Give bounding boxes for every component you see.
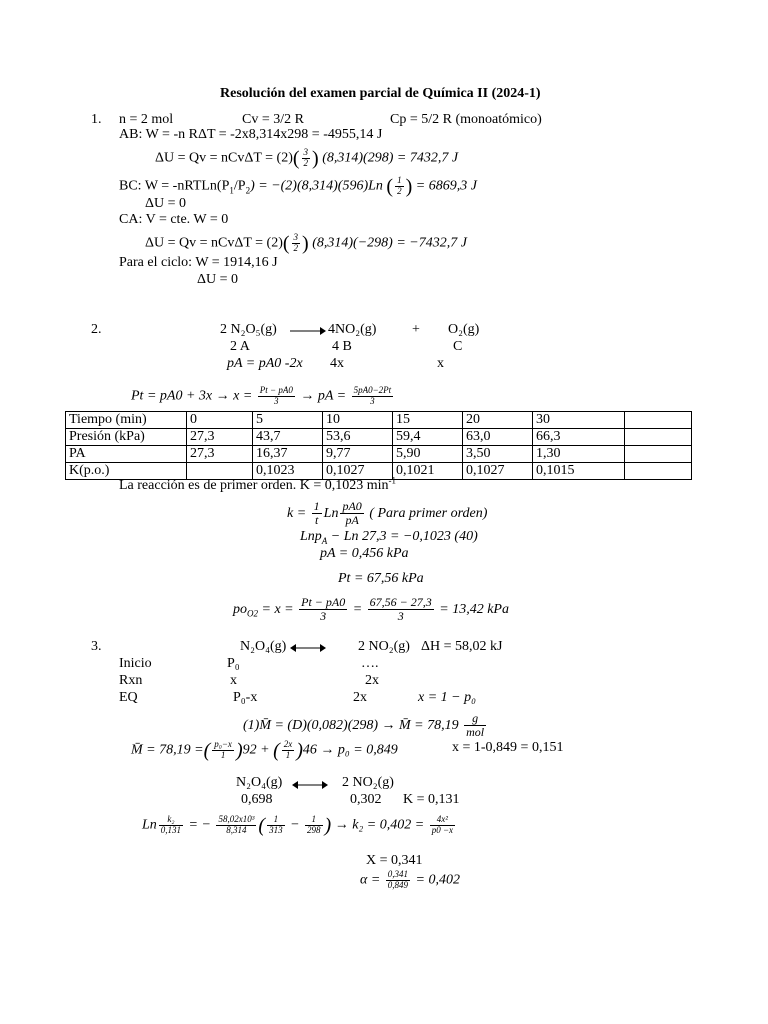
p2-po2-equation: $po_{O2} = x$ = $\frac{Pt - pA0}{3}$ = $\frac{67,56 - 27,3}{3}$ = 13,42 kPa [233,595,509,624]
p3-dots: …. [361,656,379,671]
p3-reactant: N₂O₄(g) [240,639,287,654]
p1-ca-internal-energy: ΔU = Qv = nCvΔT = (2)( $\frac{3}{2}$ ) (8,314)(−298) = −7432,7 J [145,232,467,255]
p2-label-a: 2 A [230,339,250,354]
table-cell: 0,1027 [463,463,533,480]
p1-ab-fraction: $\frac{3}{2}$ [303,147,309,168]
p3-eq-p: P₀-x [233,690,258,705]
table-cell: 0 [187,412,253,429]
p1-bc-fraction: $\frac{1}{2}$ [397,175,402,196]
p3-vh-fraction-2: $\frac{\text{58,02x10³}}{8,314}$ [218,814,255,835]
p2-ln-equation: Lnp$_A$ − Ln 27,3 = −0,1023 (40) [300,529,478,546]
p3-rxn-2x: 2x [365,673,379,688]
p3-x-result: x = 1-0,849 = 0,151 [452,740,564,755]
p3-vh-fraction-5: $\frac{\text{4x²}}{p0 -x}$ [431,814,454,835]
p2-k-fraction-2: $\frac{pA0}{pA}$ [342,499,362,528]
table-row [66,429,692,446]
p1-bc-work: BC: $W = -nRTLn(P_1/P_2) = -(2)(8,314)(596)Ln$ ( $\frac{1}{2}$ ) = 6869,3 J [119,175,477,198]
p2-pt-equation: Pt = pA0 + 3x → x = $\frac{Pt - pA0}{3}$ → pA = $\frac{5pA0-2Pt}{3}$ [131,385,392,406]
table-cell: 3,50 [463,446,533,463]
p3-row-eq: EQ [119,690,138,705]
table-row [66,446,692,463]
p3-eq2-arrow-icon [292,780,328,790]
table-cell: 66,3 [533,429,625,446]
problem-2-number: 2. [91,322,102,337]
table-cell: 0,1027 [323,463,393,480]
p1-cycle-work: Para el ciclo: W = 1914,16 J [119,255,278,270]
p2-pc-expression: x [437,356,444,371]
table-cell: 63,0 [463,429,533,446]
table-cell [625,412,692,429]
table-cell: 30 [533,412,625,429]
p2-po2-fraction-2: $\frac{67,56 - 27,3}{3}$ [369,595,432,624]
table-cell: PA [66,446,187,463]
p3-x2: X = 0,341 [366,853,423,868]
table-cell: 0,1023 [253,463,323,480]
p2-po2-fraction-1: $\frac{Pt - pA0}{3}$ [301,595,346,624]
table-cell: 27,3 [187,446,253,463]
table-cell: Tiempo (min) [66,412,187,429]
p3-vh-fraction-4: $\frac{1}{298}$ [307,814,321,835]
table-cell: 59,4 [393,429,463,446]
table-cell: 0,1015 [533,463,625,480]
p3-vh-fraction-1: $\frac{\text{k₂}}{0,131}$ [160,814,182,835]
problem-3-number: 3. [91,639,102,654]
p2-label-c: C [453,339,463,354]
p3-row-inicio: Inicio [119,656,152,671]
p2-conclusion: La reacción es de primer orden. K = 0,1023 $\min^{-1}$ [119,475,397,493]
p2-pt-result: Pt = 67,56 kPa [338,571,424,586]
p3-eq2-reactant: N₂O₄(g) [236,775,283,790]
p1-ca: CA: V = cte. W = 0 [119,212,229,227]
p2-product-no2: 4NO₂(g) [328,322,377,337]
page-title: Resolución del examen parcial de Química II (2024-1) [220,86,541,101]
p2-reaction-arrow-icon [290,326,326,336]
table-cell: 5 [253,412,323,429]
table-cell [625,429,692,446]
p3-unit-fraction: $\frac{g}{\text{mol}}$ [466,711,485,740]
p2-product-o2: O₂(g) [448,322,480,337]
table-cell: 9,77 [323,446,393,463]
p2-pb-expression: 4x [330,356,344,371]
p3-vant-hoff-eq: Ln $\frac{\text{k₂}}{0,131}$ = − $\frac{\text{58,02x10³}}{8,314}$ ( $\frac{1}{313}$ − $\frac{1}{298}$ ) → k₂ = 0,402 = $\frac{\text{4x²}}{p0 -x}$ [142,814,454,837]
table-header-row [66,412,692,429]
p3-row-rxn: Rxn [119,673,143,688]
table-cell: 15 [393,412,463,429]
table-cell: 0,1021 [393,463,463,480]
p3-product: 2 NO₂(g) [358,639,410,654]
table-cell: 43,7 [253,429,323,446]
p2-reactant: 2 N₂O₅(g) [220,322,277,337]
p3-vh-fraction-3: $\frac{1}{313}$ [269,814,283,835]
table-cell: K(p.o.) [66,463,187,480]
table-row [66,463,692,480]
p3-fraction-1: $\frac{\text{p₀−x}}{1}$ [214,739,232,760]
p3-enthalpy: ΔH = 58,02 kJ [421,639,503,654]
p1-ab-internal-energy: ΔU = Qv = nCvΔT = (2)( $\frac{3}{2}$ ) (8,314)(298) = 7432,7 J [155,147,459,170]
p3-eq-x: x = 1 − p₀ [418,690,476,705]
p1-ab-du-pre: ΔU = Qv = nCvΔT = (2) [155,150,293,166]
p2-pa-result: pA = 0,456 kPa [320,546,409,561]
table-cell: 20 [463,412,533,429]
p2-x-fraction: $\frac{Pt - pA0}{3}$ [259,385,293,406]
table-cell: 27,3 [187,429,253,446]
p3-alpha-eq: α = $\frac{0,341}{0,849}$ = 0,402 [360,869,460,890]
p2-plus: + [412,322,420,337]
p2-k-fraction-1: $\frac{1}{t}$ [313,499,320,528]
p3-fraction-2: $\frac{2x}{1}$ [283,739,293,760]
table-cell: 16,37 [253,446,323,463]
table-cell: 5,90 [393,446,463,463]
p3-p0: P₀ [227,656,240,671]
p3-molar-mass-eq: (1)M̄ = (D)(0,082)(298) → M̄ = 78,19 $\frac{g}{\text{mol}}$ [243,711,485,740]
p3-eq2-product: 2 NO₂(g) [342,775,394,790]
p1-bc-du: ΔU = 0 [145,196,187,211]
table-cell [625,463,692,480]
p3-eq2-value-2: 0,302 [350,792,382,807]
p1-cp: Cp = 5/2 R (monoatómico) [390,112,542,127]
table-cell [187,463,253,480]
p3-eq-2x: 2x [353,690,367,705]
p2-pa-expression: pA = pA0 -2x [227,356,303,371]
kinetics-table [65,411,692,480]
p1-moles: n = 2 mol [119,112,174,127]
table-cell: Presión (kPa) [66,429,187,446]
p1-ab-du-post: (8,314)(298) = 7432,7 J [322,150,459,166]
p3-equilibrium-arrow-icon [290,643,326,653]
p1-cv: Cv = 3/2 R [242,112,304,127]
p1-ab-work: AB: W = -n RΔT = -2x8,314x298 = -4955,14 J [119,127,383,142]
p3-molar-mass-eq-2: M̄ = 78,19 =( $\frac{\text{p₀−x}}{1}$ )92 + ( $\frac{2x}{1}$ )46 → p₀ = 0,849 [131,739,398,762]
table-cell: 10 [323,412,393,429]
table-cell: 1,30 [533,446,625,463]
table-cell [625,446,692,463]
p2-rate-constant-eq: k = $\frac{1}{t}$ Ln $\frac{pA0}{pA}$ ( Para primer orden) [287,499,488,528]
p2-pa-fraction: $\frac{5pA0-2Pt}{3}$ [353,385,392,406]
p3-eq2-value-1: 0,698 [241,792,273,807]
p2-label-b: 4 B [332,339,352,354]
p3-rxn-x: x [230,673,237,688]
p1-cycle-du: ΔU = 0 [197,272,239,287]
p3-eq2-k: K = 0,131 [403,792,460,807]
table-cell: 53,6 [323,429,393,446]
p3-alpha-fraction: $\frac{0,341}{0,849}$ [387,869,409,890]
p1-ca-fraction: $\frac{3}{2}$ [293,232,299,253]
problem-1-number: 1. [91,112,102,127]
